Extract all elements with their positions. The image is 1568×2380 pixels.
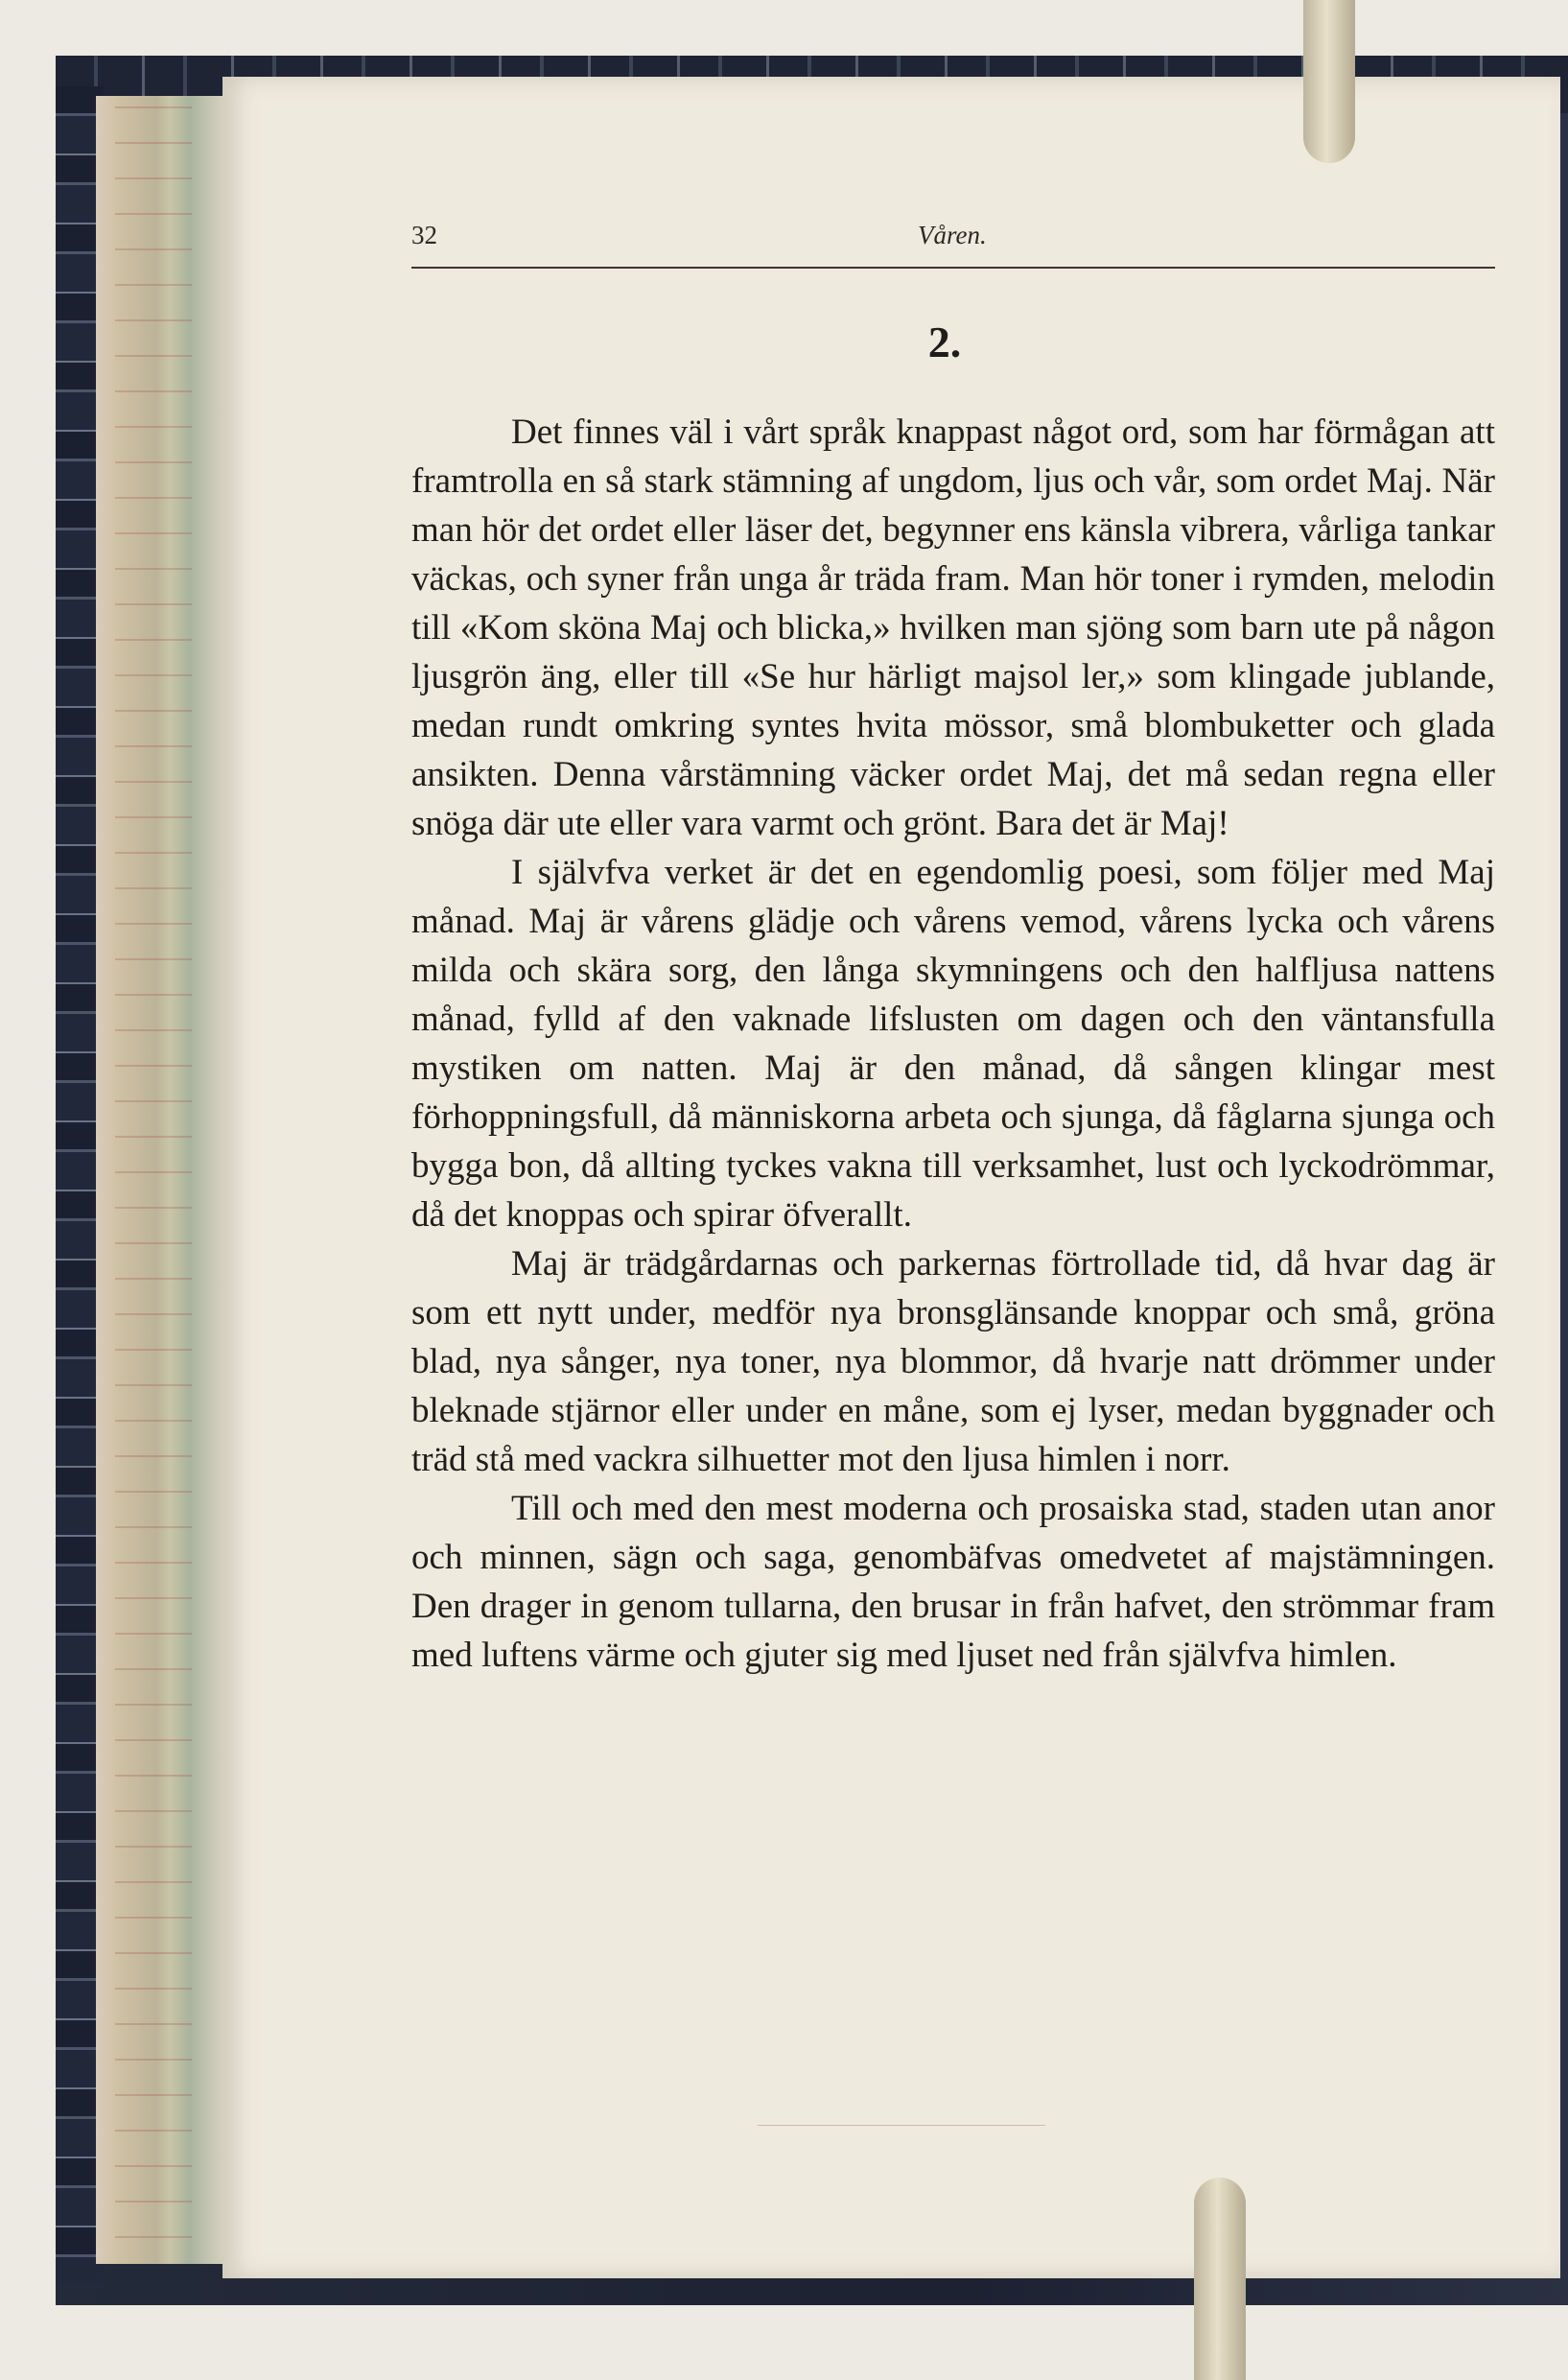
page-holder-clip-bottom: [1194, 2178, 1246, 2380]
section-number: 2.: [927, 318, 962, 366]
running-title: Våren.: [918, 221, 987, 249]
paragraph: Det finnes väl i vårt språk knappast något ord, som har förmågan att framtrolla en så stark stämning af ungdom, ljus och vår, som ordet Maj. När man hör det ordet eller läser det, begynner ens känsla vibrera, vårliga tankar väckas, och syner från unga år träda fram. Man hör toner i rymden, melodin till «Kom sköna Maj och blicka,» hvilken man sjöng som barn ute på någon ljusgrön äng, eller till «Se hur härligt majsol ler,» som klingade jublande, medan rundt omkring syntes hvita mössor, små blombuketter och glada ansikten. Denna vårstämning väcker ordet Maj, det må sedan regna eller snöga där ute eller vara varmt och grönt. Bara det är Maj!: [411, 412, 1495, 843]
paragraph: Maj är trädgårdarnas och parkernas förtrollade tid, då hvar dag är som ett nytt under, medför nya bronsglänsande knoppar och små, gröna blad, nya sånger, nya toner, nya blommor, då hvarje natt drömmer under bleknade stjärnor eller under en måne, som ej lyser, medan byggnader och träd stå med vackra silhuetter mot den ljusa himlen i norr.: [411, 1244, 1495, 1479]
sprinkled-edge-pattern: [115, 96, 192, 2264]
body-text: [411, 408, 1495, 1680]
paragraph: I självfva verket är det en egendomlig poesi, som följer med Maj månad. Maj är vårens glädje och vårens vemod, vårens lycka och vårens milda och skära sorg, den långa skymningens och den halfljusa nattens månad, fylld af den vaknade lifslusten om dagen och den väntansfulla mystiken om natten. Maj är den månad, då sången klingar mest förhoppningsfull, då människorna arbeta och sjunga, då fåglarna sjunga och bygga bon, då allting tyckes vakna till verksamhet, lust och lyckodrömmar, då det knoppas och spirar öfverallt.: [411, 853, 1495, 1235]
page-number: 32: [411, 221, 437, 249]
page-holder-clip-top: [1303, 0, 1355, 163]
running-header: [411, 219, 1495, 269]
paragraph: Till och med den mest moderna och prosaiska stad, staden utan anor och minnen, sägn och saga, genombäfvas omedvetet af majstämningen. Den drager in genom tullarna, den brusar in från hafvet, den strömmar fram med luftens värme och gjuter sig med ljuset ned från självfva himlen.: [411, 1489, 1495, 1675]
bleed-through-mark: [758, 2125, 1045, 2126]
